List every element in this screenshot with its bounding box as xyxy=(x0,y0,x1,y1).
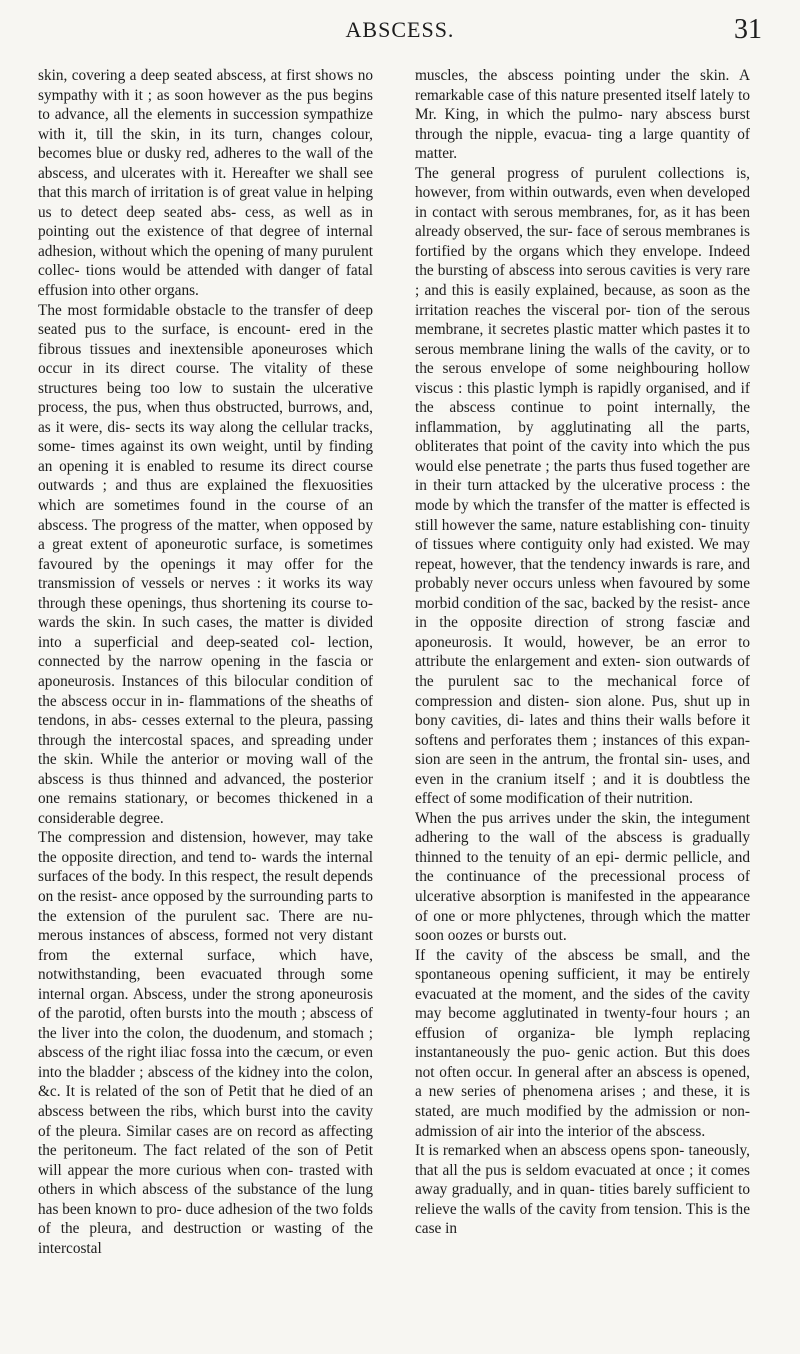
running-title: ABSCESS. xyxy=(345,17,455,42)
right-column xyxy=(415,66,750,1239)
paragraph: The general progress of purulent collections is, however, from within outwards, even when developed in contact with serous membranes, for, as it has been already observed, the sur- face of serous membranes is fortified by the organs which they envelope. Indeed the bursting of abscess into serous cavities is very rare ; and this is easily explained, because, as soon as the irritation reaches the visceral por- tion of the serous membrane, it secretes plastic matter which pastes it to serous membrane lining the walls of the cavity, or to the serous envelope of some neighbouring hollow viscus : this plastic lymph is rapidly organised, and if the abscess continue to point internally, the inflammation, by agglutinating all the parts, obliterates that point of the cavity into which the pus would else penetrate ; the parts thus fused together are in their turn attacked by the ulcerative process : the mode by which the transfer of the matter is effected is still however the same, nature establishing con- tinuity of tissues where contiguity only had existed. We may repeat, however, that the tendency inwards is rare, and probably never occurs unless when favoured by some morbid condition of the sac, backed by the resist- ance in the opposite direction of strong fasciæ and aponeurosis. It would, however, be an error to attribute the enlargement and exten- sion outwards of the purulent sac to the mechanical force of compression and disten- sion alone. Pus, shut up in bony cavities, di- lates and thins their walls before it softens and perforates them ; instances of this expan- sion are seen in the antrum, the frontal sin- uses, and even in the cranium itself ; and it is doubtless the effect of some modification of their nutrition. xyxy=(415,164,750,808)
paragraph: skin, covering a deep seated abscess, at first shows no sympathy with it ; as soon however as the pus begins to advance, all the elements in succession sympathize with it, till the skin, in its turn, changes colour, becomes blue or dusky red, adheres to the wall of the abscess, and ulcerates with it. Hereafter we shall see that this march of irritation is of great value in helping us to detect deep seated abs- cess, as well as in pointing out the existence of that degree of internal adhesion, without which the opening of many purulent collec- tions would be attended with danger of fatal effusion into other organs. xyxy=(38,67,373,300)
paragraph: If the cavity of the abscess be small, and the spontaneous opening sufficient, it may be entirely evacuated at the moment, and the sides of the cavity may become agglutinated in twenty-four hours ; an effusion of organiza- ble lymph replacing instantaneously the puo- genic action. But this does not often occur. In general after an abscess is opened, a new series of phenomena arises ; and these, it is stated, are much modified by the admission or non-admission of air into the interior of the abscess. xyxy=(415,946,750,1140)
paragraph: The most formidable obstacle to the transfer of deep seated pus to the surface, is encount- ered in the fibrous tissues and inextensible aponeuroses which occur in its direct course. The vitality of these structures being too low to sustain the ulcerative process, the pus, when thus obstructed, burrows, and, as it were, dis- sects its way along the cellular tracks, some- times against its own weight, until by finding an opening it is enabled to resume its direct course outwards ; and thus are explained the flexuosities which are sometimes found in the course of an abscess. The progress of the matter, when opposed by a great extent of aponeurotic surface, is sometimes favoured by the openings it may offer for the transmission of vessels or nerves : it works its way through these openings, thus shortening its course to- wards the skin. In such cases, the matter is divided into a superficial and deep-seated col- lection, connected by the narrow opening in the fascia or aponeurosis. Instances of this bilocular condition of the abscess occur in in- flammations of the sheaths of tendons, in abs- cesses external to the pleura, passing through the intercostal spaces, and spreading under the skin. While the anterior or moving wall of the abscess is thus thinned and advanced, the posterior one remains stationary, or becomes thickened in a considerable degree. xyxy=(38,301,373,827)
page-number: 31 xyxy=(734,14,762,45)
left-column xyxy=(38,66,373,1258)
paragraph: The compression and distension, however, may take the opposite direction, and tend to- wards the internal surfaces of the body. In this respect, the result depends on the resist- ance opposed by the surrounding parts to the extension of the purulent sac. There are nu- merous instances of abscess, formed not very distant from the external surface, which have, notwithstanding, been evacuated through some internal organ. Abscess, under the strong aponeurosis of the parotid, often bursts into the mouth ; abscess of the liver into the colon, the duodenum, and stomach ; abscess of the right iliac fossa into the cæcum, or even into the bladder ; abscess of the kidney into the colon, &c. It is related of the son of Petit that he died of an abscess between the ribs, which burst into the cavity of the pleura. Similar cases are on record as affecting the peritoneum. The fact related of the son of Petit will appear the more curious when con- trasted with others in which abscess of the substance of the lung has been known to pro- duce adhesion of the two folds of the pleura, and destruction or wasting of the intercostal xyxy=(38,829,373,1257)
paragraph: It is remarked when an abscess opens spon- taneously, that all the pus is seldom evacuated at once ; it comes away gradually, and in quan- tities barely sufficient to relieve the walls of the cavity from tension. This is the case in xyxy=(415,1142,750,1238)
page-header xyxy=(0,10,800,50)
paragraph: When the pus arrives under the skin, the integument adhering to the wall of the abscess is gradually thinned to the tenuity of an epi- dermic pellicle, and the continuance of the precessional process of ulcerative absorption is manifested in the appearance of one or more phlyctenes, through which the matter soon oozes or bursts out. xyxy=(415,809,750,945)
paragraph: muscles, the abscess pointing under the skin. A remarkable case of this nature presented itself lately to Mr. King, in which the pulmo- nary abscess burst through the nipple, evacua- ting a large quantity of matter. xyxy=(415,67,750,163)
